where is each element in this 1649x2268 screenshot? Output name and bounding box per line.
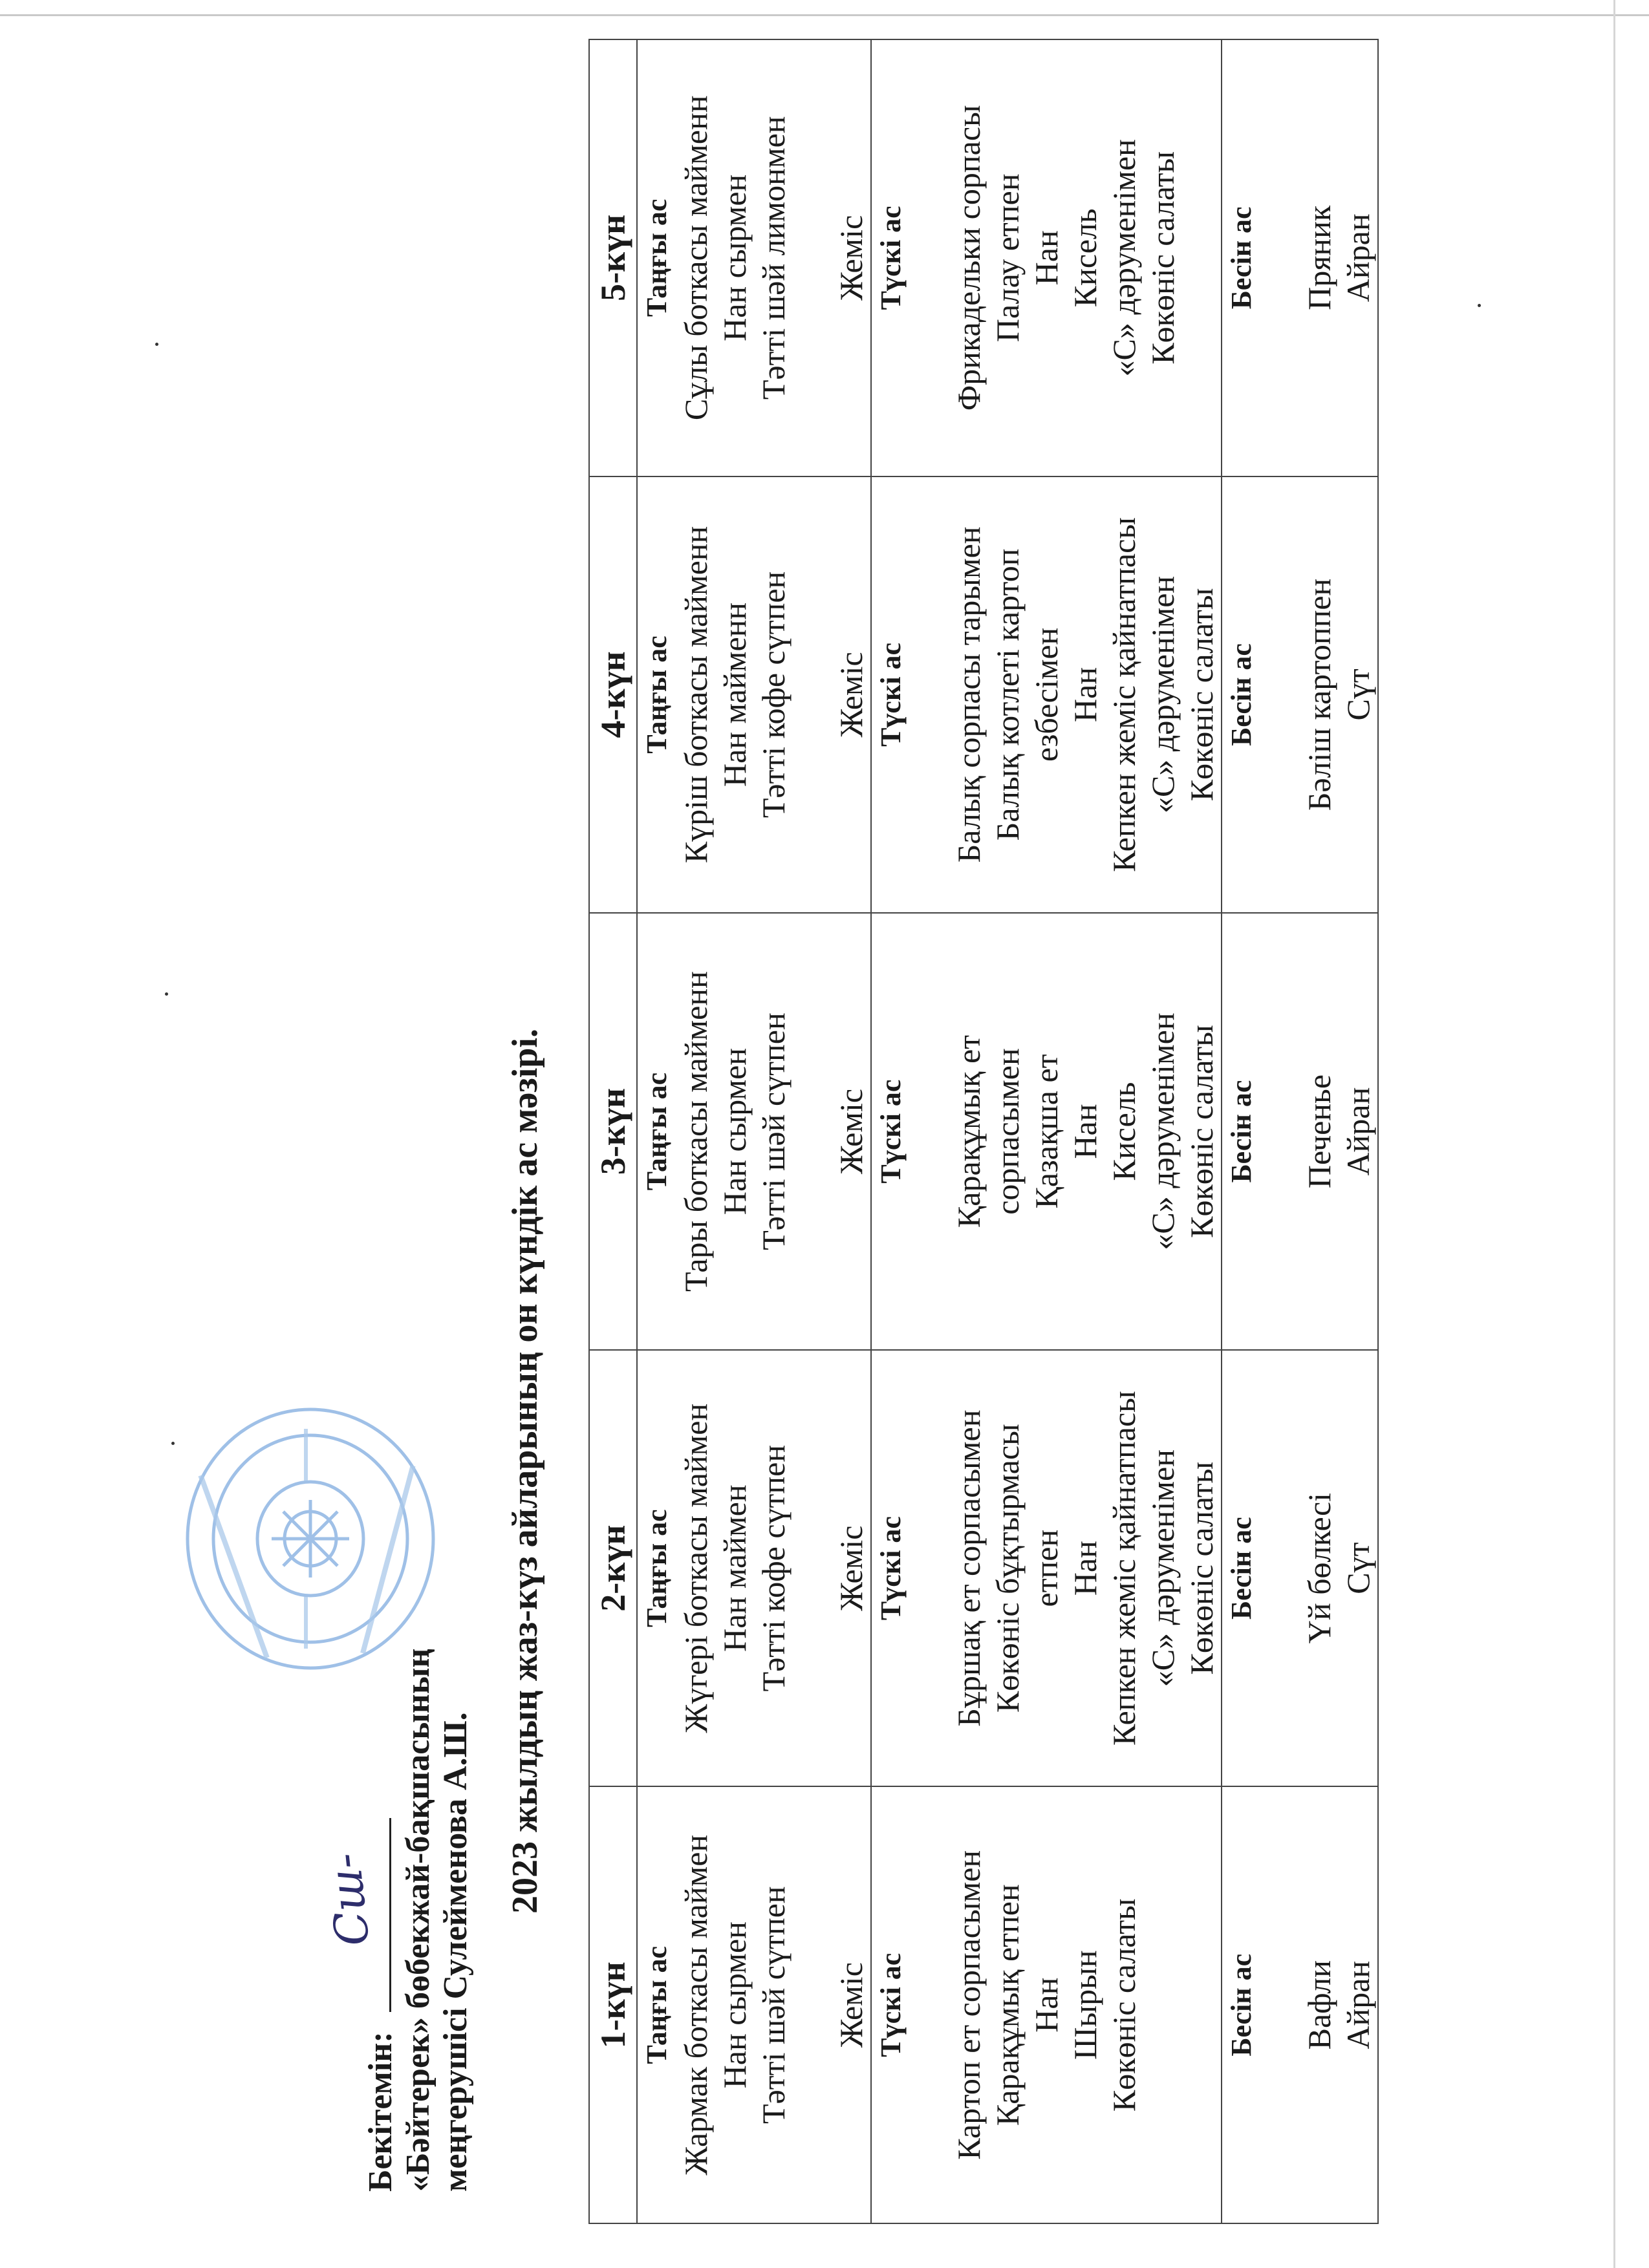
menu-item: езбесімен xyxy=(1028,627,1064,762)
spacer-line xyxy=(793,43,832,473)
spacer-line xyxy=(1261,1790,1300,2220)
menu-item: Палау етпен xyxy=(989,173,1026,343)
breakfast-cell xyxy=(637,476,871,914)
menu-item: Нан майменн xyxy=(717,602,753,787)
scan-edge-line xyxy=(0,14,1649,16)
snack-cell xyxy=(1222,1786,1378,2223)
official-stamp xyxy=(181,1403,440,1674)
lunch-row xyxy=(871,39,1222,2223)
spacer-line xyxy=(1261,916,1300,1347)
menu-item: Кепкен жеміс қайнатпасы xyxy=(1106,517,1142,872)
menu-item: Нан сырмен xyxy=(717,1047,753,1215)
menu-item: Жеміс xyxy=(833,1962,869,2048)
menu-item: Тәтті шәй лимонмен xyxy=(755,116,792,400)
day-header: 1-күн xyxy=(589,1786,637,2223)
spacer-line xyxy=(793,480,832,910)
breakfast-row xyxy=(637,39,871,2223)
menu-item: Нан xyxy=(1028,230,1064,286)
menu-item: Кепкен жеміс қайнатпасы xyxy=(1106,1391,1142,1746)
meal-label: Таңғы ас xyxy=(641,1509,673,1627)
lunch-cell xyxy=(871,913,1222,1350)
menu-item: Жеміс xyxy=(833,1088,869,1175)
menu-item: Айран xyxy=(1340,1087,1376,1176)
menu-item: Жеміс xyxy=(833,652,869,738)
menu-item: Нан xyxy=(1028,1977,1064,2033)
menu-item: Көкөніс бұқтырмасы xyxy=(989,1424,1026,1713)
snack-cell xyxy=(1222,913,1378,1350)
menu-item: Балық котлеті картоп xyxy=(989,548,1026,841)
menu-item: Көкөніс салаты xyxy=(1145,151,1181,365)
menu-item: Тәтті шәй сүтпен xyxy=(755,1886,792,2124)
meal-label: Таңғы ас xyxy=(641,198,673,317)
day-header: 5-күн xyxy=(589,39,637,476)
meal-label: Таңғы ас xyxy=(641,1945,673,2064)
menu-item: Картоп ет сорпасымен xyxy=(951,1850,987,2160)
menu-item: Нан xyxy=(1067,1541,1103,1596)
day-header: 4-күн xyxy=(589,476,637,914)
meal-label: Бесін ас xyxy=(1225,1517,1257,1620)
meal-label: Түскі ас xyxy=(875,1952,907,2057)
meal-label: Бесін ас xyxy=(1225,1953,1257,2057)
meal-label: Бесін ас xyxy=(1225,206,1257,310)
menu-item: Жүгері боткасы маймен xyxy=(678,1403,714,1733)
spacer-line xyxy=(1261,43,1300,473)
menu-item: Жармак боткасы маймен xyxy=(678,1834,714,2176)
snack-cell xyxy=(1222,476,1378,914)
menu-item: Тары боткасы майменн xyxy=(678,971,714,1292)
rotated-page xyxy=(78,39,1617,2237)
meal-label: Түскі ас xyxy=(875,642,907,747)
menu-item: Қарақұмық ет xyxy=(951,1034,987,1228)
menu-item: Жеміс xyxy=(833,215,869,301)
menu-item: «С» дәруменімен xyxy=(1106,139,1142,377)
spacer-line xyxy=(793,1353,832,1784)
snack-cell xyxy=(1222,1350,1378,1787)
menu-item: Көкөніс салаты xyxy=(1106,1898,1142,2112)
meal-label: Бесін ас xyxy=(1225,643,1257,746)
lunch-cell xyxy=(871,39,1222,476)
menu-item: «С» дәруменімен xyxy=(1145,1449,1181,1687)
meal-label: Түскі ас xyxy=(875,1516,907,1621)
menu-item: Сүт xyxy=(1340,669,1376,721)
lunch-cell xyxy=(871,1786,1222,2223)
approval-block xyxy=(362,1649,475,2192)
menu-table xyxy=(588,39,1379,2224)
menu-item: Пряник xyxy=(1301,205,1337,310)
menu-item: Балық сорпасы тарымен xyxy=(951,526,987,863)
menu-item: Тәтті кофе сүтпен xyxy=(755,1444,792,1692)
menu-item: Кисель xyxy=(1106,1082,1142,1181)
header-row xyxy=(589,39,637,2223)
menu-item: Нан сырмен xyxy=(717,1921,753,2089)
menu-item: Үй бөлкесі xyxy=(1301,1492,1337,1644)
meal-label: Таңғы ас xyxy=(641,636,673,754)
spacer-line xyxy=(793,916,832,1347)
spacer-line xyxy=(911,1790,949,2220)
menu-item: Көкөніс салаты xyxy=(1183,1025,1220,1238)
menu-item: Айран xyxy=(1340,213,1376,303)
spacer-line xyxy=(1261,1353,1300,1784)
approval-label: Бекітемін: xyxy=(362,2031,399,2192)
menu-item: Нан xyxy=(1067,667,1103,722)
menu-item: Қарақұмық етпен xyxy=(989,1884,1026,2126)
breakfast-cell xyxy=(637,1786,871,2223)
menu-item: Кисель xyxy=(1067,208,1103,308)
menu-title: 2023 жылдың жаз-күз айларының он күндік ас мәзірі. xyxy=(505,1029,545,1914)
breakfast-cell xyxy=(637,39,871,476)
meal-label: Таңғы ас xyxy=(641,1072,673,1191)
lunch-cell xyxy=(871,1350,1222,1787)
menu-item: «С» дәруменімен xyxy=(1145,1012,1181,1250)
snack-cell xyxy=(1222,39,1378,476)
day-header: 3-күн xyxy=(589,913,637,1350)
menu-item: Көкөніс салаты xyxy=(1183,588,1220,802)
menu-item: Тәтті кофе сүтпен xyxy=(755,571,792,818)
menu-item: Нан сырмен xyxy=(717,174,753,341)
meal-label: Бесін ас xyxy=(1225,1080,1257,1183)
menu-item: Күріш боткасы майменн xyxy=(678,526,714,864)
menu-item: Сүт xyxy=(1340,1542,1376,1594)
menu-item: Вафли xyxy=(1301,1960,1337,2050)
menu-item: Көкөніс салаты xyxy=(1183,1461,1220,1675)
spacer-line xyxy=(911,1353,949,1784)
menu-item: «С» дәруменімен xyxy=(1145,575,1181,814)
spacer-line xyxy=(793,1790,832,2220)
spacer-line xyxy=(911,916,949,1347)
menu-item: Бәліш картоппен xyxy=(1301,578,1337,811)
breakfast-cell xyxy=(637,1350,871,1787)
menu-item: Тәтті шәй сүтпен xyxy=(755,1012,792,1250)
approval-org: «Бәйтерек» бөбекжай-бақшасының xyxy=(400,1648,436,2192)
meal-label: Түскі ас xyxy=(875,206,907,310)
handwritten-signature: Сш- xyxy=(317,1850,380,1949)
menu-item: сорпасымен xyxy=(989,1048,1026,1215)
menu-item: Қазақша ет xyxy=(1028,1054,1064,1209)
menu-item: Бұршақ ет сорпасымен xyxy=(951,1409,987,1727)
spacer-line xyxy=(911,480,949,910)
menu-item: Нан маймен xyxy=(717,1484,753,1652)
spacer-line xyxy=(911,43,949,473)
meal-label: Түскі ас xyxy=(875,1079,907,1184)
lunch-cell xyxy=(871,476,1222,914)
day-header: 2-күн xyxy=(589,1350,637,1787)
menu-item: етпен xyxy=(1028,1529,1064,1607)
menu-item: Жеміс xyxy=(833,1525,869,1611)
snack-row xyxy=(1222,39,1378,2223)
menu-item: Шырын xyxy=(1067,1950,1103,2060)
menu-item: Сұлы боткасы майменн xyxy=(678,95,714,421)
breakfast-cell xyxy=(637,913,871,1350)
menu-item: Нан xyxy=(1067,1104,1103,1159)
menu-item: Печенье xyxy=(1301,1074,1337,1189)
menu-item: Фрикадельки сорпасы xyxy=(951,105,987,411)
menu-item: Айран xyxy=(1340,1960,1376,2049)
approval-manager: меңгерушісі Сулейменова А.Ш. xyxy=(437,1712,474,2192)
spacer-line xyxy=(1261,480,1300,910)
